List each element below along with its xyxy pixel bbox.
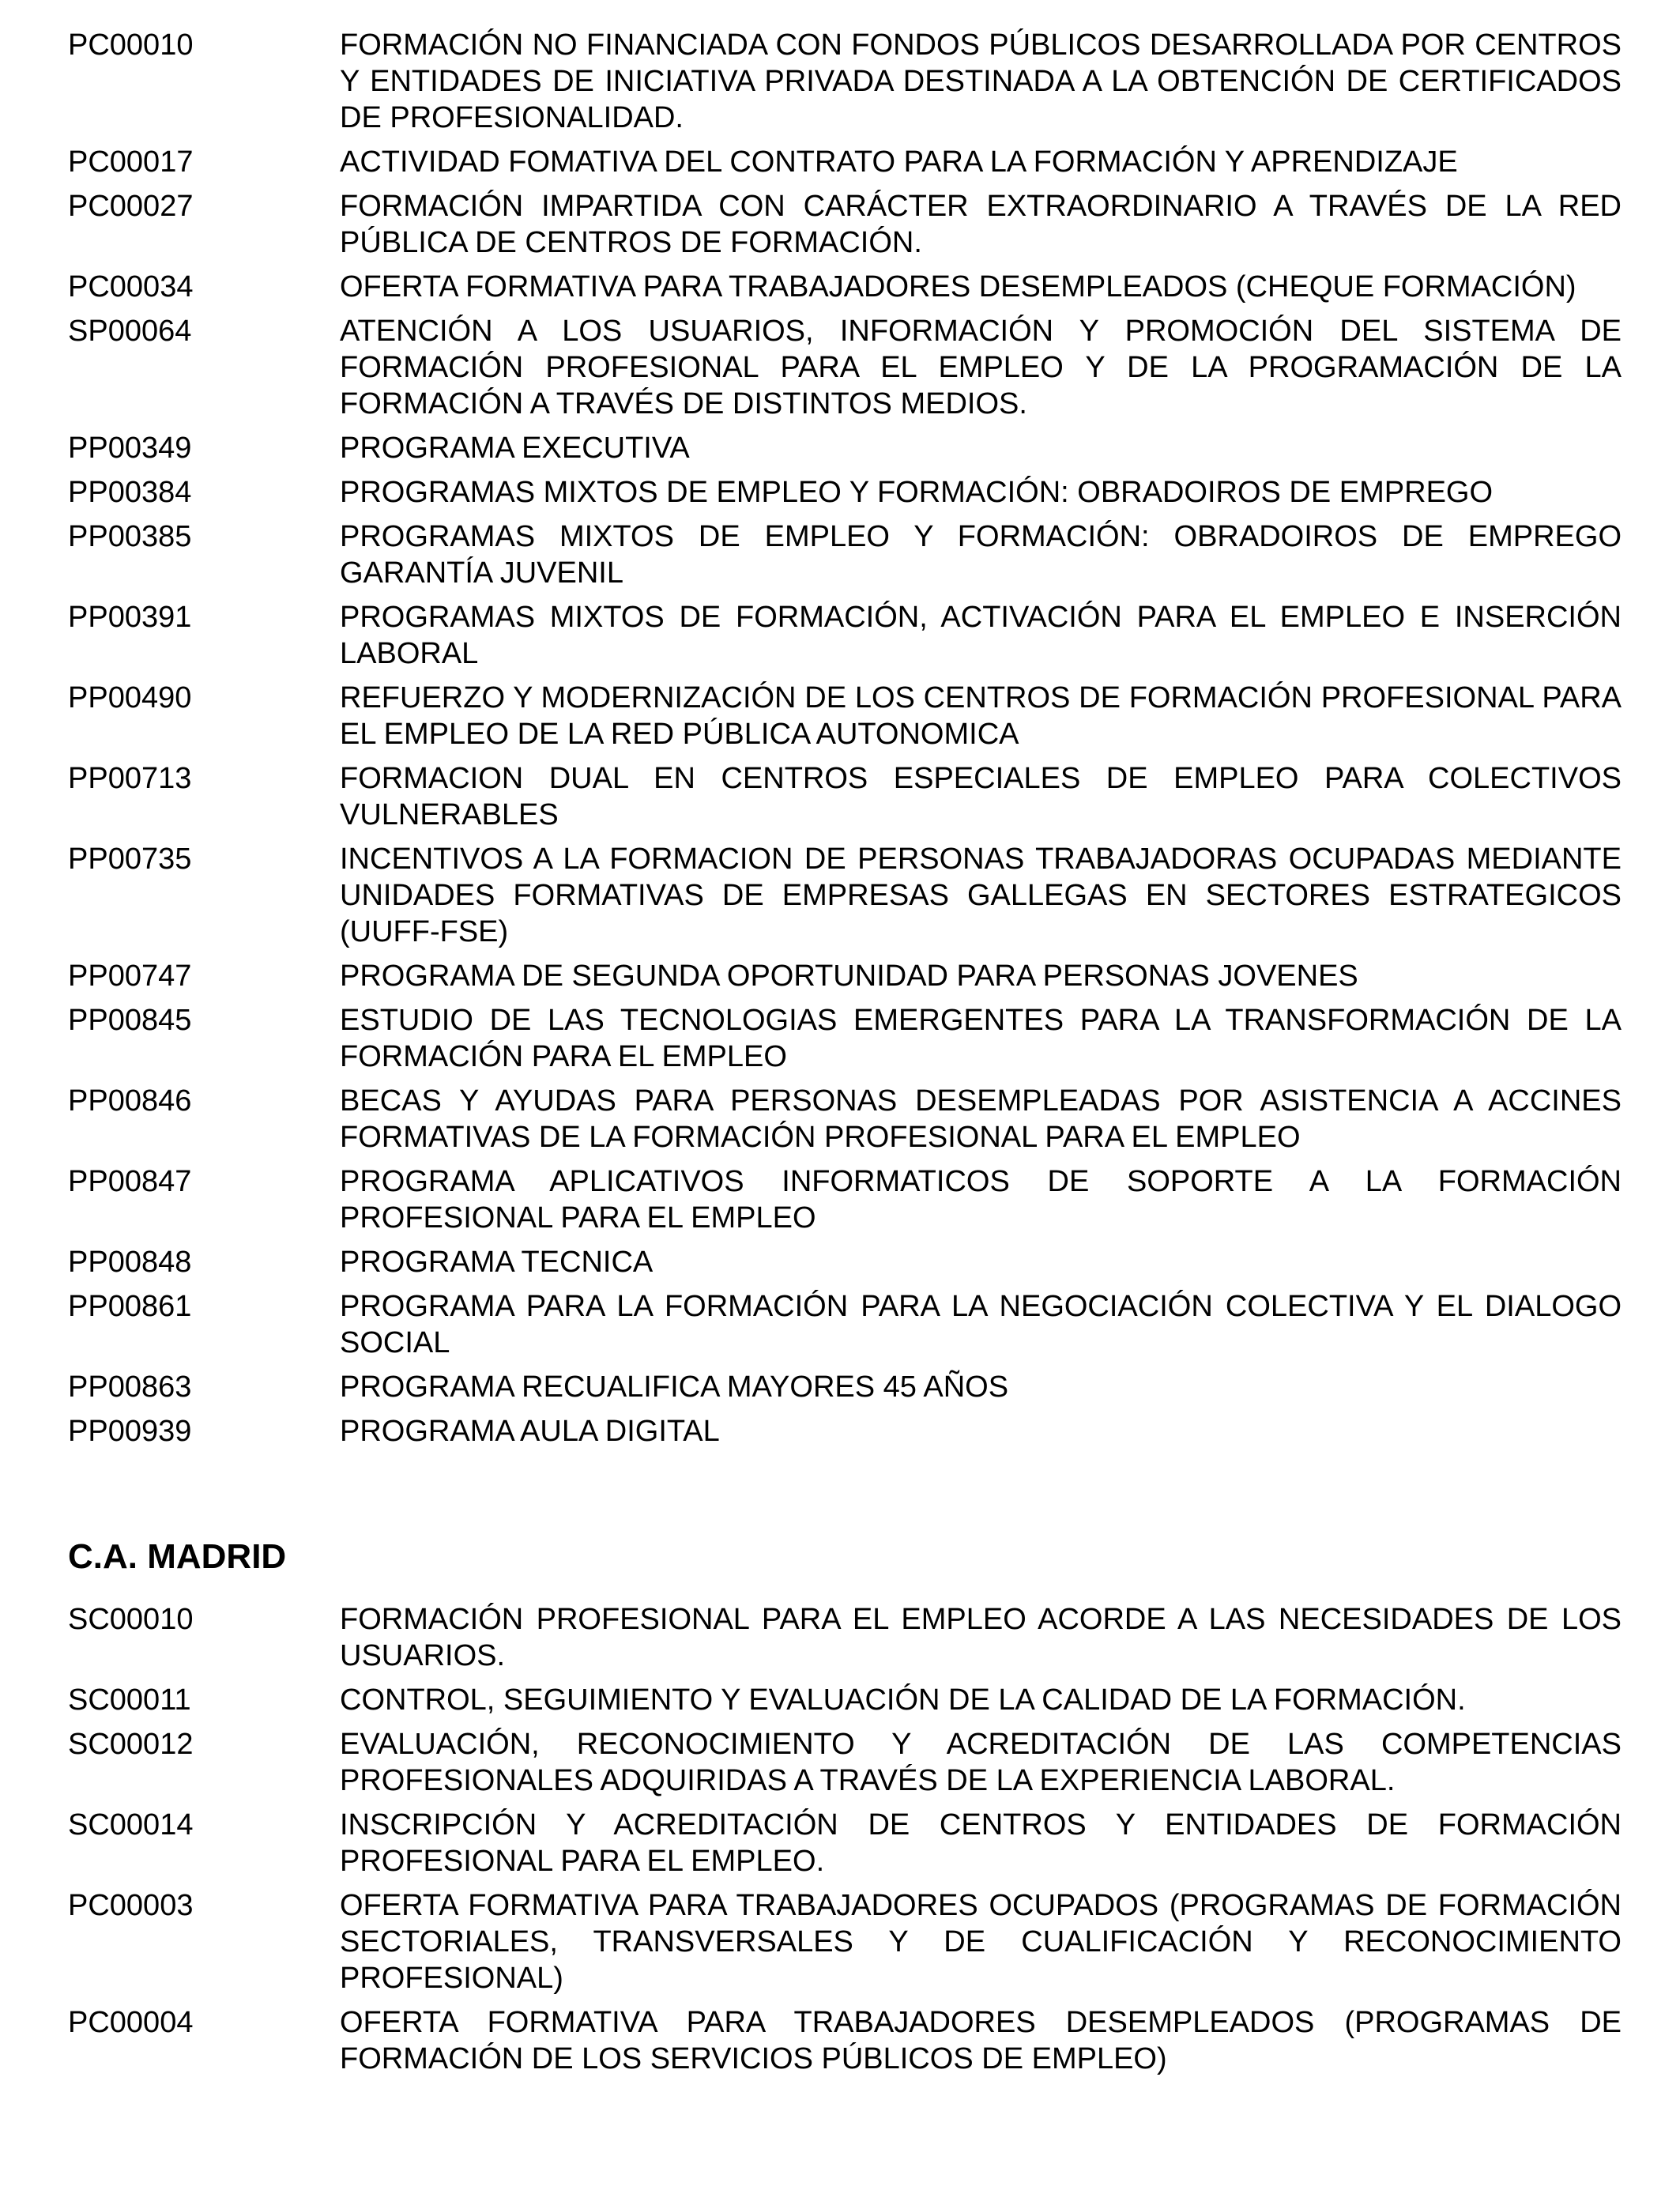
program-code: PC00027 <box>68 190 194 223</box>
list-item <box>68 474 1622 511</box>
program-code: PP00349 <box>68 432 192 465</box>
list-item <box>68 841 1622 950</box>
program-description: ESTUDIO DE LAS TECNOLOGIAS EMERGENTES PARA LA TRANSFORMACIÓN DE LA FORMACIÓN PARA EL EMPLEO <box>340 1004 1622 1073</box>
program-list-section <box>68 27 1622 1457</box>
program-code: SC00014 <box>68 1808 194 1842</box>
list-item <box>68 1163 1622 1236</box>
program-description: OFERTA FORMATIVA PARA TRABAJADORES OCUPADOS (PROGRAMAS DE FORMACIÓN SECTORIALES, TRANSVERSALES Y DE CUALIFICACIÓN Y RECONOCIMIENTO PROFESIONAL) <box>340 1889 1622 1995</box>
program-description: INSCRIPCIÓN Y ACREDITACIÓN DE CENTROS Y ENTIDADES DE FORMACIÓN PROFESIONAL PARA EL EMPLEO. <box>340 1808 1622 1878</box>
list-item <box>68 430 1622 466</box>
list-item <box>68 27 1622 136</box>
list-item <box>68 1601 1622 1674</box>
section-heading: C.A. MADRID <box>68 1537 287 1576</box>
program-code: PP00384 <box>68 476 192 509</box>
program-description: PROGRAMA AULA DIGITAL <box>340 1415 720 1448</box>
list-item <box>68 188 1622 261</box>
program-description: PROGRAMA PARA LA FORMACIÓN PARA LA NEGOCIACIÓN COLECTIVA Y EL DIALOGO SOCIAL <box>340 1290 1622 1359</box>
program-description: FORMACION DUAL EN CENTROS ESPECIALES DE EMPLEO PARA COLECTIVOS VULNERABLES <box>340 762 1622 831</box>
list-item <box>68 1369 1622 1405</box>
program-description: PROGRAMAS MIXTOS DE EMPLEO Y FORMACIÓN: OBRADOIROS DE EMPREGO <box>340 476 1494 509</box>
program-code: PC00003 <box>68 1889 194 1922</box>
list-item <box>68 760 1622 833</box>
list-item <box>68 313 1622 422</box>
program-description: OFERTA FORMATIVA PARA TRABAJADORES DESEMPLEADOS (CHEQUE FORMACIÓN) <box>340 270 1576 303</box>
list-item <box>68 1083 1622 1155</box>
program-code: PC00017 <box>68 145 194 179</box>
list-item <box>68 958 1622 994</box>
program-description: OFERTA FORMATIVA PARA TRABAJADORES DESEMPLEADOS (PROGRAMAS DE FORMACIÓN DE LOS SERVICIOS PÚBLICOS DE EMPLEO) <box>340 2006 1622 2075</box>
list-item <box>68 1413 1622 1449</box>
list-item <box>68 518 1622 591</box>
program-code: PP00861 <box>68 1290 192 1323</box>
program-code: PP00490 <box>68 681 192 714</box>
program-code: PP00848 <box>68 1246 192 1279</box>
list-item <box>68 1887 1622 1996</box>
program-description: PROGRAMA APLICATIVOS INFORMATICOS DE SOPORTE A LA FORMACIÓN PROFESIONAL PARA EL EMPLEO <box>340 1165 1622 1235</box>
program-code: SP00064 <box>68 315 192 348</box>
program-description: PROGRAMAS MIXTOS DE FORMACIÓN, ACTIVACIÓN PARA EL EMPLEO E INSERCIÓN LABORAL <box>340 601 1622 670</box>
list-item <box>68 1002 1622 1075</box>
madrid-program-list-section <box>68 1601 1622 2085</box>
program-code: SC00011 <box>68 1683 191 1717</box>
program-description: PROGRAMA DE SEGUNDA OPORTUNIDAD PARA PERSONAS JOVENES <box>340 959 1358 993</box>
program-code: PC00034 <box>68 270 194 303</box>
list-item <box>68 680 1622 752</box>
program-description: FORMACIÓN IMPARTIDA CON CARÁCTER EXTRAORDINARIO A TRAVÉS DE LA RED PÚBLICA DE CENTROS DE FORMACIÓN. <box>340 190 1622 259</box>
program-description: ACTIVIDAD FOMATIVA DEL CONTRATO PARA LA FORMACIÓN Y APRENDIZAJE <box>340 145 1458 179</box>
program-code: PP00847 <box>68 1165 192 1198</box>
list-item <box>68 1807 1622 1879</box>
program-description: CONTROL, SEGUIMIENTO Y EVALUACIÓN DE LA CALIDAD DE LA FORMACIÓN. <box>340 1683 1466 1717</box>
program-description: FORMACIÓN PROFESIONAL PARA EL EMPLEO ACORDE A LAS NECESIDADES DE LOS USUARIOS. <box>340 1603 1622 1672</box>
program-code: PP00845 <box>68 1004 192 1037</box>
program-code: PC00004 <box>68 2006 194 2039</box>
program-description: PROGRAMA EXECUTIVA <box>340 432 690 465</box>
program-description: INCENTIVOS A LA FORMACION DE PERSONAS TRABAJADORAS OCUPADAS MEDIANTE UNIDADES FORMATIVAS DE EMPRESAS GALLEGAS EN SECTORES ESTRATEGICOS (UUFF-FSE) <box>340 843 1622 948</box>
list-item <box>68 144 1622 180</box>
list-item <box>68 1288 1622 1361</box>
program-description: FORMACIÓN NO FINANCIADA CON FONDOS PÚBLICOS DESARROLLADA POR CENTROS Y ENTIDADES DE INICIATIVA PRIVADA DESTINADA A LA OBTENCIÓN DE CERTIFICADOS DE PROFESIONALIDAD. <box>340 28 1622 134</box>
program-code: PP00846 <box>68 1084 192 1118</box>
list-item <box>68 2004 1622 2077</box>
list-item <box>68 269 1622 305</box>
list-item <box>68 1726 1622 1799</box>
program-code: PC00010 <box>68 28 194 62</box>
program-description: REFUERZO Y MODERNIZACIÓN DE LOS CENTROS DE FORMACIÓN PROFESIONAL PARA EL EMPLEO DE LA RED PÚBLICA AUTONOMICA <box>340 681 1622 751</box>
program-code: PP00939 <box>68 1415 192 1448</box>
program-code: SC00010 <box>68 1603 194 1636</box>
list-item <box>68 599 1622 672</box>
program-code: PP00385 <box>68 520 192 553</box>
list-item <box>68 1244 1622 1280</box>
program-description: BECAS Y AYUDAS PARA PERSONAS DESEMPLEADAS POR ASISTENCIA A ACCINES FORMATIVAS DE LA FORMACIÓN PROFESIONAL PARA EL EMPLEO <box>340 1084 1622 1154</box>
program-description: PROGRAMA TECNICA <box>340 1246 654 1279</box>
program-description: ATENCIÓN A LOS USUARIOS, INFORMACIÓN Y PROMOCIÓN DEL SISTEMA DE FORMACIÓN PROFESIONAL PARA EL EMPLEO Y DE LA PROGRAMACIÓN DE LA FORMACIÓN A TRAVÉS DE DISTINTOS MEDIOS. <box>340 315 1622 420</box>
program-description: PROGRAMA RECUALIFICA MAYORES 45 AÑOS <box>340 1370 1009 1404</box>
program-code: PP00863 <box>68 1370 192 1404</box>
program-code: SC00012 <box>68 1728 194 1761</box>
program-code: PP00735 <box>68 843 192 876</box>
program-code: PP00747 <box>68 959 192 993</box>
program-description: PROGRAMAS MIXTOS DE EMPLEO Y FORMACIÓN: OBRADOIROS DE EMPREGO GARANTÍA JUVENIL <box>340 520 1622 590</box>
program-description: EVALUACIÓN, RECONOCIMIENTO Y ACREDITACIÓN DE LAS COMPETENCIAS PROFESIONALES ADQUIRIDAS A TRAVÉS DE LA EXPERIENCIA LABORAL. <box>340 1728 1622 1797</box>
list-item <box>68 1682 1622 1718</box>
program-code: PP00391 <box>68 601 192 634</box>
program-code: PP00713 <box>68 762 192 795</box>
